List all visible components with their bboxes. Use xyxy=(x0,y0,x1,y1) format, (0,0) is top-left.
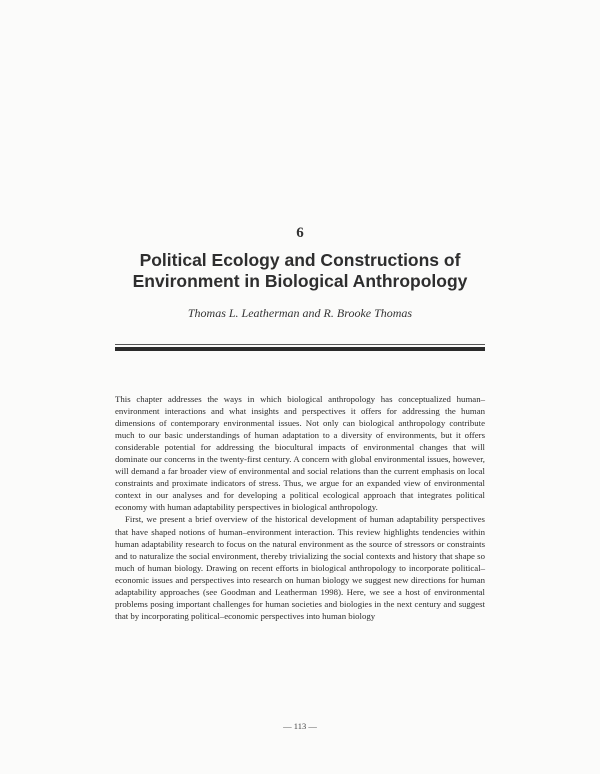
paragraph: First, we present a brief overview of the historical development of human adaptability perspectives that have shaped notions of human–environment interaction. This review highlights tendencies within human adaptability research to focus on the natural environment as the source of stressors or constraints and to naturalize the social environment, thereby trivializing the social contexts and history that shape so much of human biology. Drawing on recent efforts in biological anthropology to incorporate political–economic issues and perspectives into research on human biology we suggest new directions for human adaptability approaches (see Goodman and Leatherman 1998). Here, we see a host of environmental problems posing important challenges for human societies and biologies in the next century and suggest that by incorporating political–economic perspectives into human biology xyxy=(115,514,485,621)
chapter-number: 6 xyxy=(296,225,304,241)
paragraph: This chapter addresses the ways in which biological anthropology has conceptualized human–environment interactions and what insights and perspectives it offers for addressing the human dimensions of contemporary environmental issues. Not only can biological anthropology contribute much to our basic understandings of human adaptation to a diversity of environments, but it offers considerable potential for addressing the biocultural impacts of environmental changes that will dominate our concerns in the twenty-first century. A concern with global environmental issues, however, will demand a far broader view of environmental and social relations than the current emphasis on local constraints and proximate indicators of stress. Thus, we argue for an expanded view of environmental context in our analyses and for developing a political ecological approach that integrates political economy with human adaptability perspectives in biological anthropology. xyxy=(115,394,485,513)
divider-thin xyxy=(115,344,485,345)
body-text xyxy=(115,393,485,622)
chapter-title xyxy=(60,250,540,292)
divider-thick xyxy=(115,347,485,351)
chapter-title-line-2: Environment in Biological Anthropology xyxy=(132,271,468,291)
chapter-authors: Thomas L. Leatherman and R. Brooke Thomas xyxy=(187,306,413,320)
page-number: — 113 — xyxy=(283,721,317,731)
chapter-title-line-1: Political Ecology and Constructions of xyxy=(139,250,461,270)
